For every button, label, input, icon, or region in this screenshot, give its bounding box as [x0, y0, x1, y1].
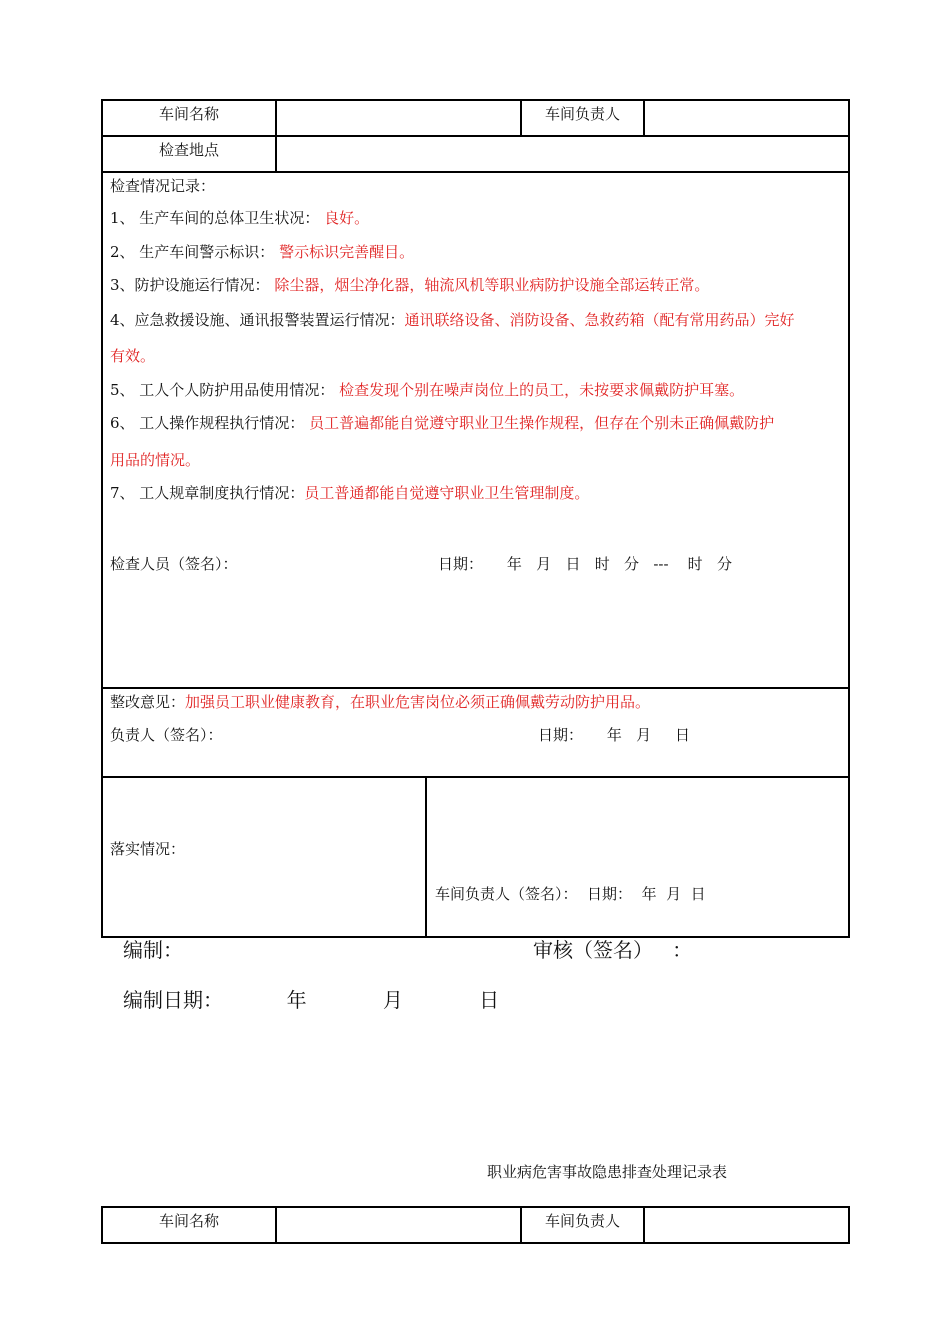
table-row-divider: [101, 135, 850, 137]
table-col-divider: [275, 99, 277, 172]
location-label: 检查地点: [158, 141, 219, 159]
compiled-by-label: 编制：: [123, 938, 183, 962]
table-border-bottom: [101, 1242, 850, 1244]
record-item-label: 6、 工人操作规程执行情况：: [110, 414, 305, 432]
review-signature-label: 审核（签名） ：: [533, 938, 693, 962]
record-item: [110, 413, 774, 433]
record-item-value-continued: 用品的情况。: [110, 451, 201, 469]
compile-date: 编制日期： 年 月 日: [123, 988, 500, 1012]
record-item: [110, 310, 795, 330]
workshop-name-label: 车间名称: [158, 105, 219, 123]
record-item-label: 2、 生产车间警示标识：: [110, 243, 275, 261]
form2-title: 职业病危害事故隐患排查处理记录表: [487, 1163, 728, 1181]
workshop-name-label: 车间名称: [158, 1212, 219, 1230]
implementation-label: 落实情况：: [110, 840, 186, 858]
inspection-date: 日期： 年 月 日 时 分 --- 时 分: [438, 555, 732, 573]
leader-signature-label: 负责人（签名）：: [110, 726, 223, 744]
table-border-left: [101, 99, 103, 937]
table-border-right: [848, 99, 850, 937]
table-border-right: [848, 1206, 850, 1243]
rectify-label: 整改意见：: [110, 693, 186, 711]
table-border-top: [101, 99, 850, 101]
table-border-bottom: [101, 936, 850, 938]
record-item-value: 员工普遍都能自觉遵守职业卫生操作规程，但存在个别未正确佩戴防护: [309, 414, 775, 432]
record-item: [110, 483, 589, 503]
inspector-signature-label: 检查人员（签名）：: [110, 555, 238, 573]
workshop-leader-label: 车间负责人: [544, 1212, 620, 1230]
workshop-leader-label: 车间负责人: [544, 105, 620, 123]
record-item-value: 除尘器，烟尘净化器，轴流风机等职业病防护设施全部运转正常。: [274, 276, 710, 294]
table-col-divider: [425, 776, 427, 937]
record-item-label: 3、防护设施运行情况：: [110, 276, 270, 294]
record-item: [110, 242, 414, 262]
rectify-value: 加强员工职业健康教育，在职业危害岗位必须正确佩戴劳动防护用品。: [185, 693, 651, 711]
table-col-divider: [275, 1206, 277, 1243]
record-item-value: 员工普通都能自觉遵守职业卫生管理制度。: [304, 484, 590, 502]
record-item: [110, 380, 744, 400]
workshop-leader-signature: 车间负责人（签名）： 日期： 年 月 日: [435, 885, 706, 903]
record-item-value: 通讯联络设备、消防设备、急救药箱（配有常用药品）完好: [404, 311, 795, 329]
record-item-label: 5、 工人个人防护用品使用情况：: [110, 381, 335, 399]
record-item-value-continued: 有效。: [110, 347, 156, 365]
record-item-value: 警示标识完善醒目。: [279, 243, 415, 261]
table-row-divider: [101, 776, 850, 778]
table-col-divider: [643, 99, 645, 136]
record-item-value: 检查发现个别在噪声岗位上的员工，未按要求佩戴防护耳塞。: [339, 381, 745, 399]
record-item-label: 7、 工人规章制度执行情况：: [110, 484, 305, 502]
record-item-label: 1、 生产车间的总体卫生状况：: [110, 209, 320, 227]
record-item: [110, 208, 369, 228]
table-border-top: [101, 1206, 850, 1208]
record-title: 检查情况记录：: [110, 177, 216, 195]
table-col-divider: [643, 1206, 645, 1243]
table-row-divider: [101, 171, 850, 173]
rectify-row: [110, 692, 650, 712]
record-item: [110, 275, 709, 295]
table-row-divider: [101, 687, 850, 689]
record-item-value: 良好。: [324, 209, 370, 227]
record-item-label: 4、应急救援设施、通讯报警装置运行情况：: [110, 311, 405, 329]
leader-date: 日期： 年 月 日: [538, 726, 690, 744]
